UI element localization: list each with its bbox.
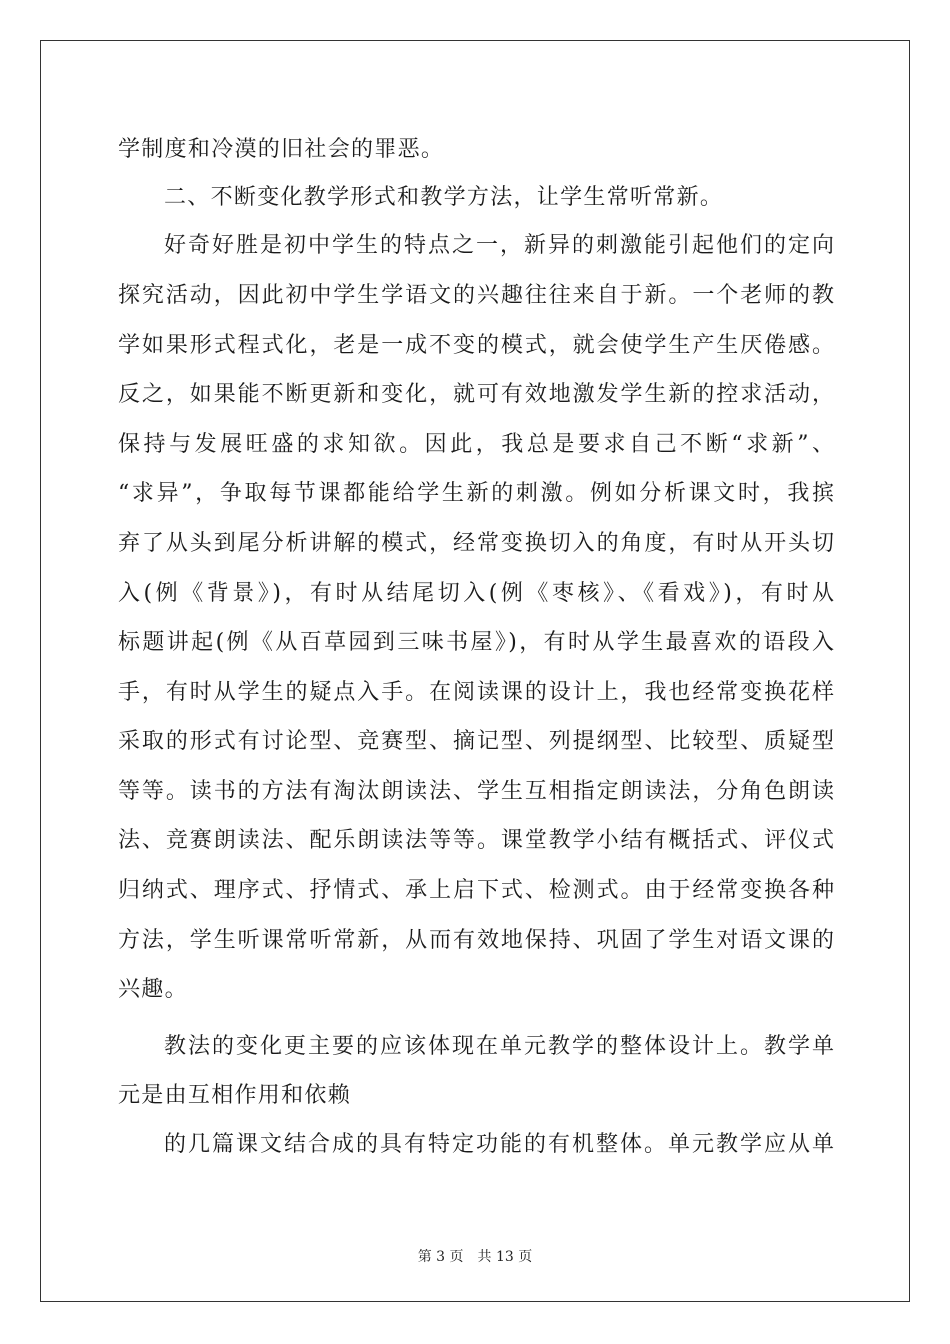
text-line: 手，有时从学生的疑点入手。在阅读课的设计上，我也经常变换花样 <box>118 680 834 705</box>
text-line: 弃了从头到尾分析讲解的模式，经常变换切入的角度，有时从开头切 <box>118 531 834 556</box>
text-line: 学制度和冷漠的旧社会的罪恶。 <box>118 137 445 162</box>
text-line: 探究活动，因此初中学生学语文的兴趣往往来自于新。一个老师的教 <box>118 283 834 308</box>
page-total: 共 13 页 <box>477 1249 533 1265</box>
text-line: 元是由互相作用和依赖 <box>118 1083 352 1108</box>
text-line: 入(例《背景》)，有时从结尾切入(例《枣核》、《看戏》)，有时从 <box>118 581 834 606</box>
page-footer <box>0 1246 950 1266</box>
text-line: 好奇好胜是初中学生的特点之一，新异的刺激能引起他们的定向 <box>164 233 834 258</box>
text-line: 反之，如果能不断更新和变化，就可有效地激发学生新的控求活动， <box>118 382 834 407</box>
text-line: 教法的变化更主要的应该体现在单元教学的整体设计上。教学单 <box>164 1034 834 1059</box>
text-line: 等等。读书的方法有淘汰朗读法、学生互相指定朗读法，分角色朗读 <box>118 779 834 804</box>
text-line: 兴趣。 <box>118 977 188 1002</box>
text-line: 归纳式、理序式、抒情式、承上启下式、检测式。由于经常变换各种 <box>118 878 834 903</box>
page-number: 第 3 页 <box>417 1249 464 1265</box>
text-line: 采取的形式有讨论型、竞赛型、摘记型、列提纲型、比较型、质疑型 <box>118 729 834 754</box>
text-line: 学如果形式程式化，老是一成不变的模式，就会使学生产生厌倦感。 <box>118 333 834 358</box>
text-line: 保持与发展旺盛的求知欲。因此，我总是要求自己不断“求新”、 <box>118 432 834 457</box>
text-line: 的几篇课文结合成的具有特定功能的有机整体。单元教学应从单 <box>164 1132 834 1157</box>
text-line: 方法，学生听课常听常新，从而有效地保持、巩固了学生对语文课的 <box>118 928 834 953</box>
section-heading: 二、不断变化教学形式和教学方法，让学生常听常新。 <box>164 185 724 210</box>
text-line: 法、竞赛朗读法、配乐朗读法等等。课堂教学小结有概括式、评仪式 <box>118 828 834 853</box>
text-line: 标题讲起(例《从百草园到三味书屋》)，有时从学生最喜欢的语段入 <box>118 630 834 655</box>
text-line: “求异”，争取每节课都能给学生新的刺激。例如分析课文时，我摈 <box>118 481 834 506</box>
